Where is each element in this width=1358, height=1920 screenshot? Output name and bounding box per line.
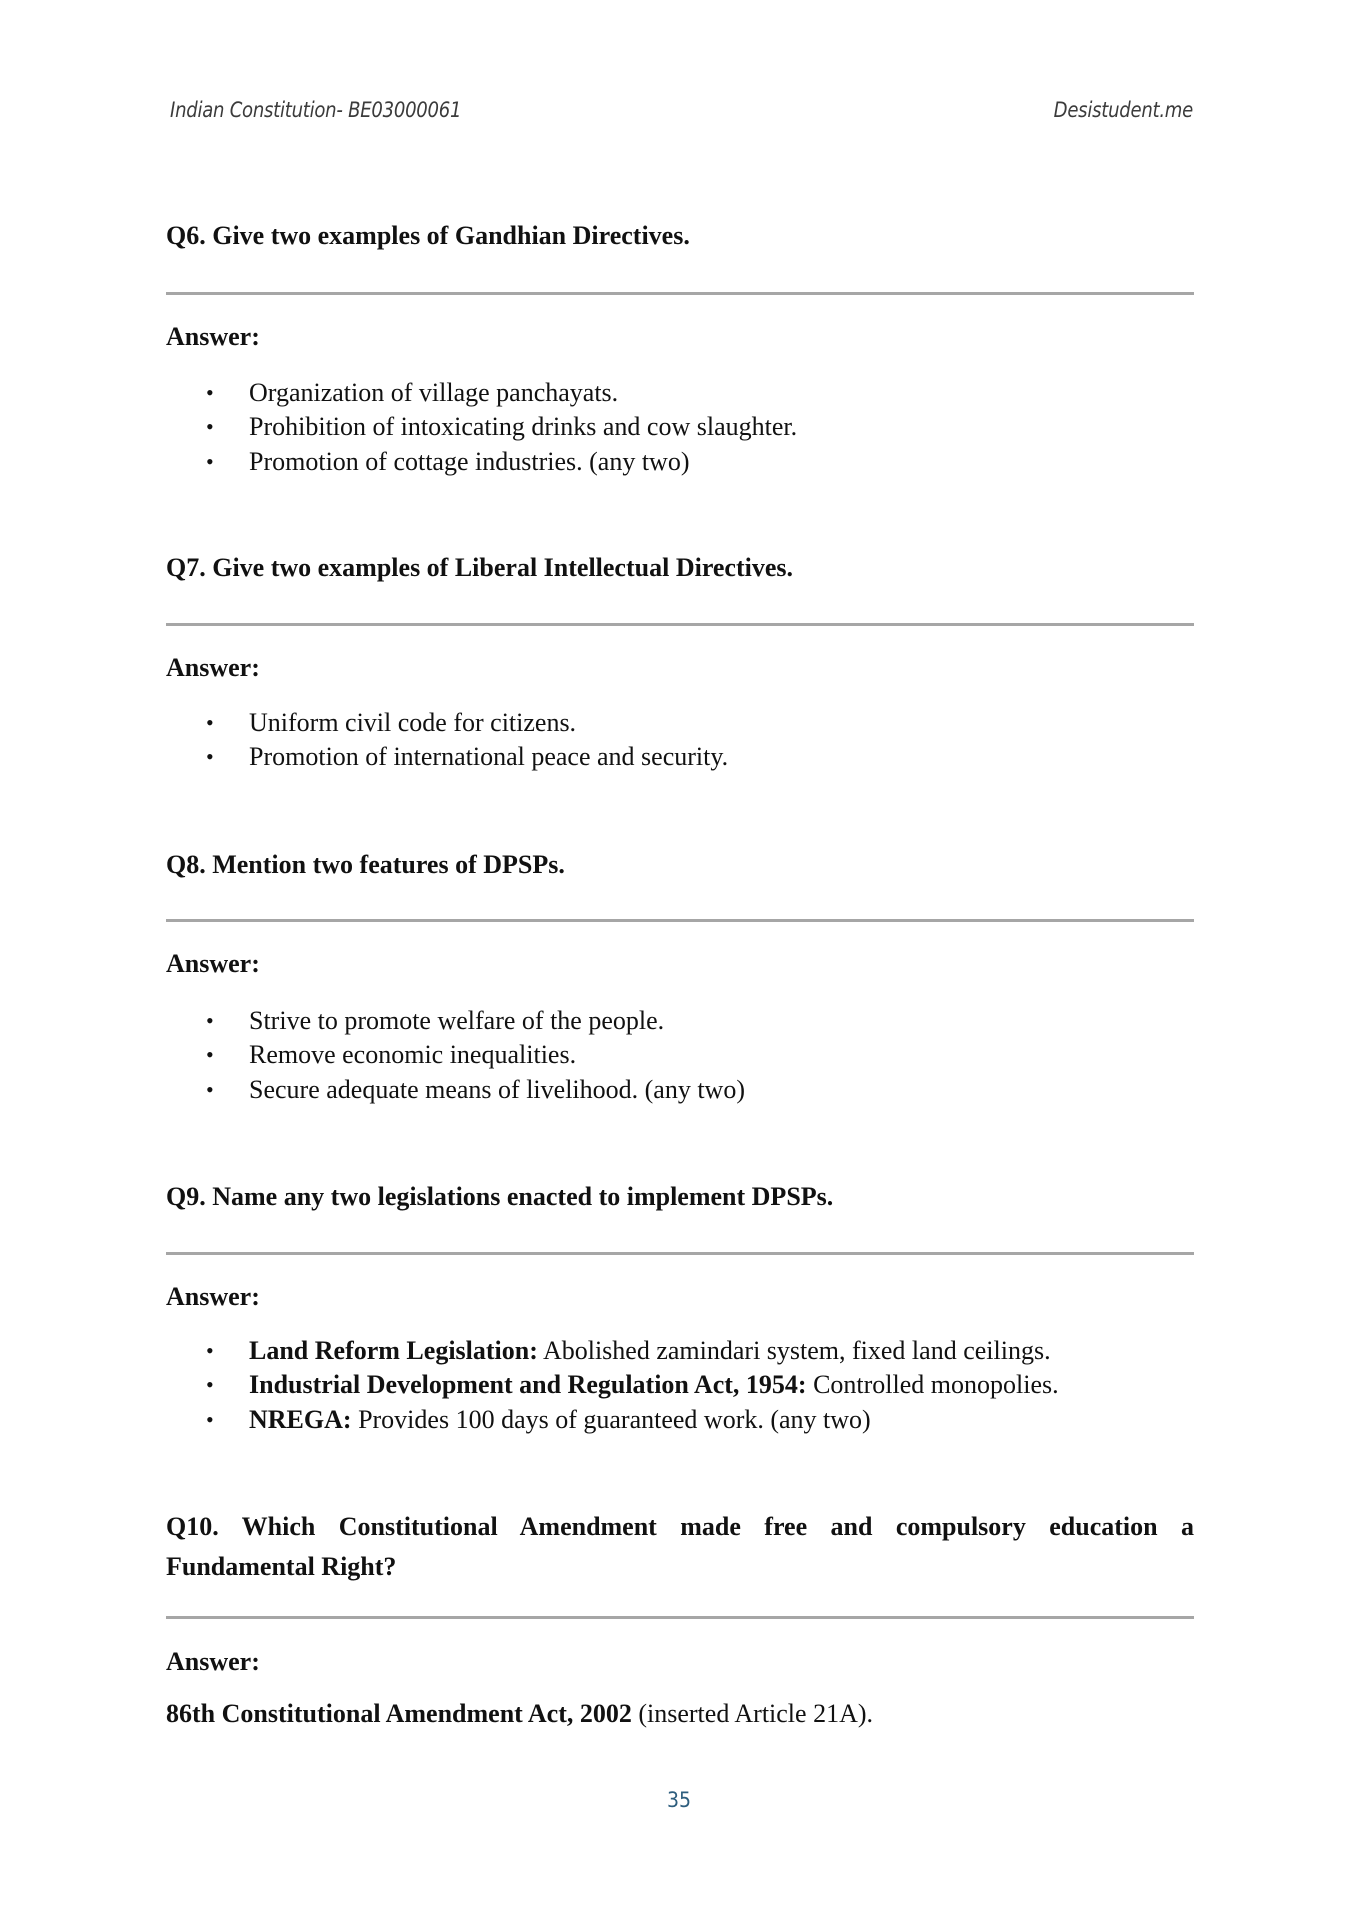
- list-item: [166, 706, 728, 740]
- list-item-text: Secure adequate means of livelihood. (any two): [249, 1074, 745, 1104]
- list-item: [166, 1038, 745, 1072]
- list-item-text: Provides 100 days of guaranteed work. (any two): [351, 1404, 871, 1434]
- answer-list-q7: [166, 706, 728, 775]
- bullet-icon: •: [206, 1008, 214, 1033]
- list-item: [166, 376, 797, 410]
- bullet-icon: •: [206, 414, 214, 440]
- list-item-text: Promotion of international peace and security.: [249, 742, 729, 772]
- page-number: 35: [666, 1788, 692, 1812]
- answer-list-q6: [166, 376, 797, 479]
- bullet-icon: •: [206, 1042, 214, 1068]
- answer-label: Answer:: [166, 1647, 260, 1676]
- list-item-text: Controlled monopolies.: [806, 1370, 1059, 1400]
- answer-term: 86th Constitutional Amendment Act, 2002: [166, 1699, 632, 1728]
- list-item: [166, 1004, 745, 1038]
- divider-rule: [166, 1616, 1194, 1619]
- answer-list-q9: [166, 1334, 1059, 1437]
- divider-rule: [166, 292, 1194, 295]
- question-title-q6: Q6. Give two examples of Gandhian Directives.: [166, 221, 690, 250]
- question-title-q10: [166, 1507, 1194, 1587]
- answer-text-q10: [166, 1699, 873, 1729]
- bullet-icon: •: [206, 710, 214, 735]
- list-item: [166, 1403, 1059, 1437]
- list-item-text: Remove economic inequalities.: [249, 1040, 577, 1070]
- list-item: [166, 1368, 1059, 1402]
- list-item-term: Land Reform Legislation:: [249, 1336, 538, 1365]
- divider-rule: [166, 919, 1194, 922]
- list-item-text: Organization of village panchayats.: [249, 378, 619, 407]
- answer-label: Answer:: [166, 1282, 260, 1311]
- answer-list-q8: [166, 1004, 745, 1107]
- list-item: [166, 410, 797, 444]
- header-site-name: Desistudent.me: [1053, 98, 1193, 122]
- answer-detail: (inserted Article 21A).: [631, 1699, 874, 1728]
- bullet-icon: •: [206, 1406, 214, 1432]
- bullet-icon: •: [206, 448, 214, 474]
- question-title-q10-line2: Fundamental Right?: [166, 1552, 397, 1581]
- question-title-q10-line1: Q10. Which Constitutional Amendment made free and compulsory education a: [166, 1512, 1194, 1541]
- list-item-term: Industrial Development and Regulation Act, 1954:: [249, 1370, 807, 1400]
- question-title-q7: Q7. Give two examples of Liberal Intellectual Directives.: [166, 553, 794, 582]
- question-title-q9: Q9. Name any two legislations enacted to implement DPSPs.: [166, 1182, 834, 1211]
- list-item-text: Abolished zamindari system, fixed land ceilings.: [537, 1336, 1051, 1365]
- header-course-title: Indian Constitution- BE03000061: [170, 98, 462, 122]
- divider-rule: [166, 623, 1194, 626]
- answer-label: Answer:: [166, 322, 260, 351]
- bullet-icon: •: [206, 1338, 214, 1363]
- list-item-text: Promotion of cottage industries. (any two): [249, 446, 690, 476]
- list-item: [166, 445, 797, 479]
- bullet-icon: •: [206, 744, 214, 770]
- list-item-text: Strive to promote welfare of the people.: [249, 1006, 665, 1035]
- answer-label: Answer:: [166, 949, 260, 978]
- list-item-text: Uniform civil code for citizens.: [249, 708, 577, 737]
- list-item: [166, 740, 728, 774]
- answer-label: Answer:: [166, 653, 260, 682]
- bullet-icon: •: [206, 380, 214, 405]
- divider-rule: [166, 1252, 1194, 1255]
- question-title-q8: Q8. Mention two features of DPSPs.: [166, 850, 565, 879]
- list-item: [166, 1073, 745, 1107]
- bullet-icon: •: [206, 1076, 214, 1102]
- list-item: [166, 1334, 1059, 1368]
- list-item-text: Prohibition of intoxicating drinks and cow slaughter.: [249, 412, 798, 442]
- bullet-icon: •: [206, 1372, 214, 1398]
- list-item-term: NREGA:: [249, 1404, 352, 1434]
